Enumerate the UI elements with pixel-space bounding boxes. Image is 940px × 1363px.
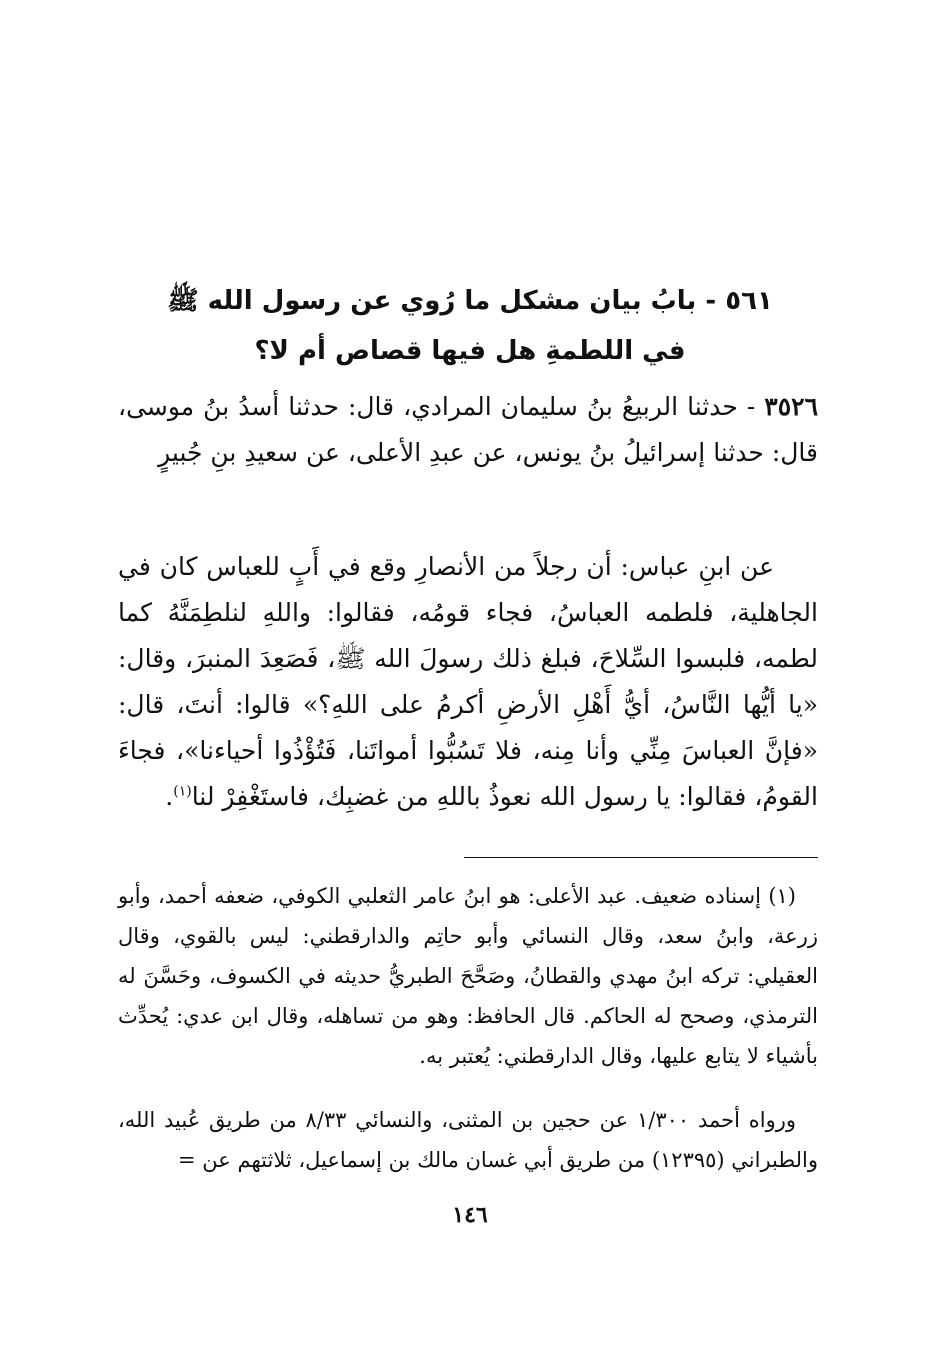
isnad-text: - حدثنا الربيعُ بنُ سليمان المرادي، قال: حدثنا أسدُ بنُ موسى، قال: حدثنا إسرائيلُ بنُ يونس، عن عبدِ الأعلى، عن سعيدِ بنِ جُبيرٍ (118, 392, 818, 467)
matn-end-mark: . (165, 782, 174, 811)
page-number: ١٤٦ (452, 1202, 488, 1228)
matn-text: عن ابنِ عباس: أن رجلاً من الأنصارِ وقع في أَبٍ للعباس كان في الجاهلية، فلطمه العباسُ، فجاء قومُه، فقالوا: واللهِ لنلطِمَنَّهُ كما لطمه، فلبسوا السِّلاحَ، فبلغ ذلك رسولَ الله ﷺ، فَصَعِدَ المنبرَ، وقال: «يا أيُّها النَّاسُ، أيُّ أَهْلِ الأرضِ أكرمُ على اللهِ؟» قالوا: أنتَ، قال: «فإنَّ العباسَ مِنِّي وأنا مِنه، فلا تَسُبُّوا أمواتَنا، فَتُؤْذُوا أحياءنا»، فجاءَ القومُ، فقالوا: يا رسول الله نعوذُ باللهِ من غضبِك، فاستَغْفِرْ لنا (118, 552, 818, 811)
chapter-heading-line-1: ٥٦١ - بابُ بيان مشكل ما رُوي عن رسول الله ﷺ (167, 286, 773, 316)
chapter-heading-line-2: في اللطمةِ هل فيها قصاص أم لا؟ (254, 336, 686, 366)
footnote-divider (464, 857, 818, 858)
chapter-heading (150, 276, 790, 376)
footnote-continuation: ورواه أحمد ١/٣٠٠ عن حجين بن المثنى، والنسائي ٨/٣٣ من طريق عُبيد الله، والطبراني (١٢٣٩٥) من طريق أبي غسان مالك بن إسماعيل، ثلاثتهم عن = (118, 1108, 818, 1172)
hadith-matn (118, 544, 818, 820)
footnote-reference: (١) (173, 783, 192, 800)
footnote-1: (١) إسناده ضعيف. عبد الأعلى: هو ابنُ عامر الثعلبي الكوفي، ضعفه أحمد، وأبو زرعة، وابنُ سعد، وقال النسائي وأبو حاتِم والدارقطني: ليس بالقوي، وقال العقيلي: تركه ابنُ مهدي والقطانُ، وصَحَّحَ الطبريُّ حديثه في الكسوف، وحَسَّنَ له الترمذي، وصحح له الحاكم. قال الحافظ: وهو من تساهله، وقال ابن عدي: يُحدِّث بأشياء لا يتابع عليها، وقال الدارقطني: يُعتبر به. (118, 884, 818, 1068)
hadith-number: ٣٥٢٦ (764, 392, 818, 421)
hadith-isnad (118, 384, 818, 476)
